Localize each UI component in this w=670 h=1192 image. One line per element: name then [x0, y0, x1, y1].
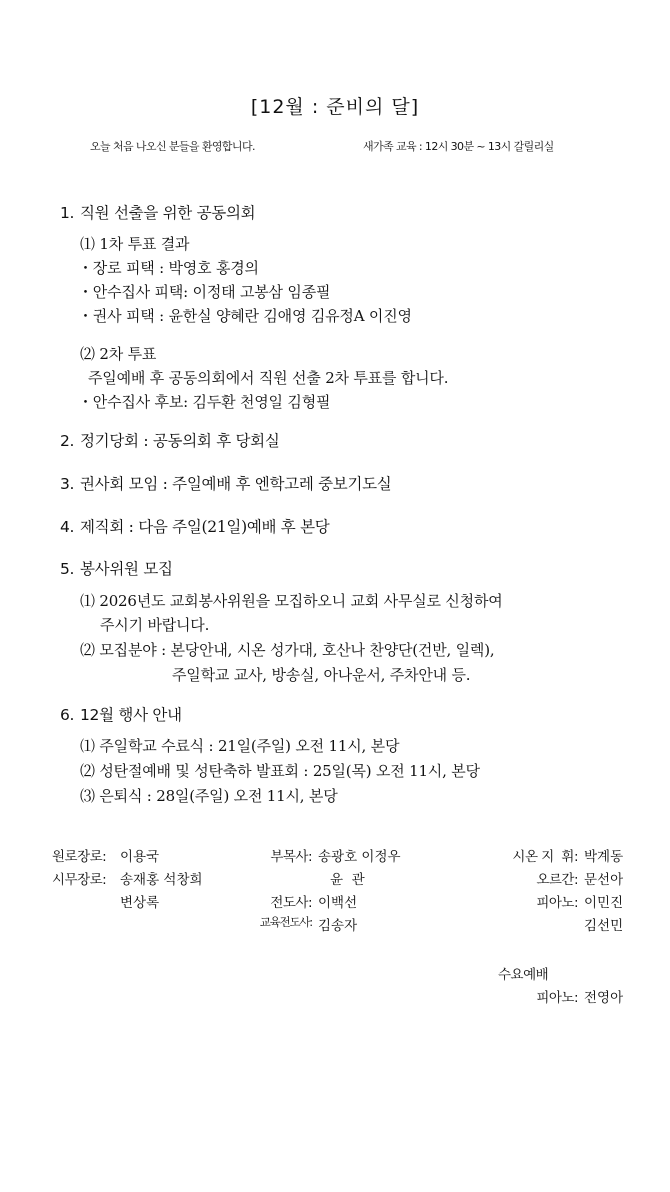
- staff-name: 이용국: [120, 849, 160, 865]
- section-1-heading: [60, 201, 255, 223]
- wednesday-service-heading: 수요예배: [498, 967, 549, 983]
- list-item: ⑵ 성탄절예배 및 성탄축하 발표회 : 25일(목) 오전 11시, 본당: [80, 762, 480, 780]
- section-number: 3.: [60, 475, 75, 493]
- list-item: 주일예배 후 공동의회에서 직원 선출 2차 투표를 합니다.: [88, 369, 449, 387]
- section-detail: : 다음 주일(21일)예배 후 본당: [124, 518, 330, 536]
- section-number: 2.: [60, 432, 75, 450]
- staff-label: 시무장로:: [52, 872, 107, 888]
- section-detail: : 주일예배 후 엔학고레 중보기도실: [158, 475, 392, 493]
- list-item: 주시기 바랍니다.: [100, 616, 210, 634]
- section-title: 봉사위원 모집: [80, 560, 173, 578]
- staff-label: 피아노:: [536, 990, 578, 1006]
- staff-label: 시온 지 휘:: [512, 849, 578, 865]
- list-item: ・안수집사 후보: 김두환 천영일 김형필: [78, 393, 331, 411]
- staff-name: 김송자: [318, 918, 358, 934]
- staff-name: 이백선: [318, 895, 358, 911]
- list-item: ⑵ 2차 투표: [80, 345, 157, 363]
- staff-name: 문선아: [584, 872, 624, 888]
- section-2: [60, 429, 280, 451]
- staff-label: 원로장로:: [52, 849, 107, 865]
- list-item: ⑵ 모집분야 : 본당안내, 시온 성가대, 호산나 찬양단(건반, 일렉),: [80, 641, 495, 659]
- staff-label: 전도사:: [270, 895, 312, 911]
- staff-name: 박계동: [584, 849, 624, 865]
- welcome-text: 오늘 처음 나오신 분들을 환영합니다.: [90, 140, 255, 153]
- staff-name: 변상록: [120, 895, 160, 911]
- section-number: 5.: [60, 560, 75, 578]
- staff-label: 피아노:: [536, 895, 578, 911]
- section-title: 직원 선출을 위한 공동의회: [80, 204, 256, 222]
- list-item: ・장로 피택 : 박영호 홍경의: [78, 259, 259, 277]
- staff-name: 송재홍 석창희: [120, 872, 203, 888]
- section-title: 정기당회: [80, 432, 139, 450]
- staff-name: 김선민: [584, 918, 624, 934]
- education-info: 새가족 교육 : 12시 30분 ~ 13시 갈릴리실: [363, 140, 554, 153]
- staff-name: 윤 관: [330, 872, 365, 888]
- section-6-heading: [60, 703, 182, 725]
- list-item: ・안수집사 피택: 이정태 고봉삼 임종필: [78, 283, 331, 301]
- list-item: ・권사 피택 : 윤한실 양혜란 김애영 김유정A 이진영: [78, 307, 412, 325]
- list-item: ⑴ 주일학교 수료식 : 21일(주일) 오전 11시, 본당: [80, 737, 400, 755]
- section-title: 권사회 모임: [80, 475, 158, 493]
- staff-label: 교육전도사:: [259, 915, 312, 929]
- list-item: ⑴ 1차 투표 결과: [80, 235, 190, 253]
- section-3: [60, 472, 391, 494]
- section-number: 1.: [60, 204, 75, 222]
- staff-name: 송광호 이정우: [318, 849, 401, 865]
- page-title: [12월 : 준비의 달]: [250, 96, 420, 118]
- staff-label: 오르간:: [536, 872, 578, 888]
- list-item: 주일학교 교사, 방송실, 아나운서, 주차안내 등.: [172, 666, 471, 684]
- section-4: [60, 515, 329, 537]
- section-title: 제직회: [80, 518, 125, 536]
- list-item: ⑶ 은퇴식 : 28일(주일) 오전 11시, 본당: [80, 787, 338, 805]
- list-item: ⑴ 2026년도 교회봉사위원을 모집하오니 교회 사무실로 신청하여: [80, 592, 503, 610]
- section-number: 4.: [60, 518, 75, 536]
- section-title: 12월 행사 안내: [80, 706, 182, 724]
- section-number: 6.: [60, 706, 75, 724]
- staff-name: 이민진: [584, 895, 624, 911]
- staff-label: 부목사:: [270, 849, 312, 865]
- section-detail: : 공동의회 후 당회실: [138, 432, 280, 450]
- staff-name: 전영아: [584, 990, 624, 1006]
- section-5-heading: [60, 557, 173, 579]
